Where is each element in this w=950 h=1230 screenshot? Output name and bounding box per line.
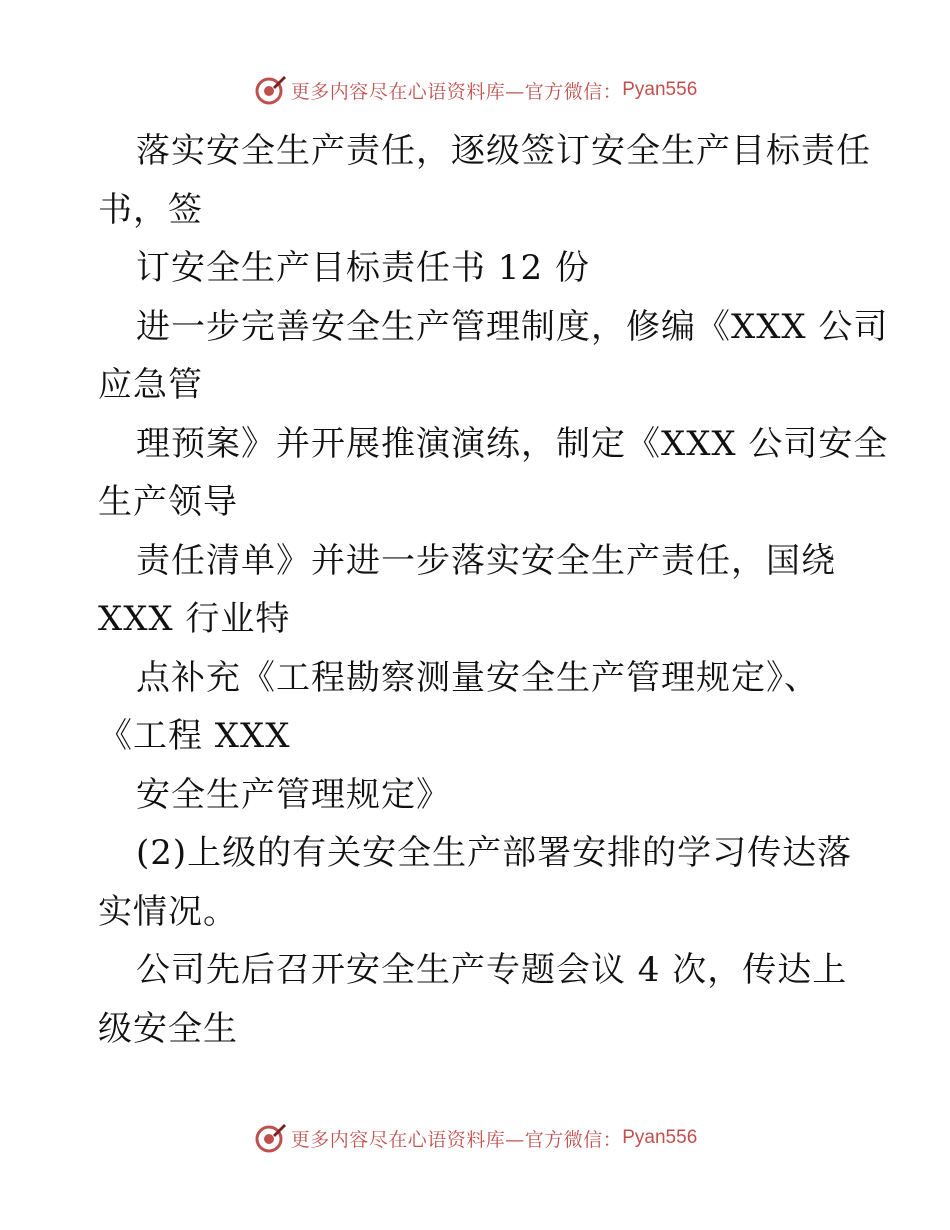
body-line: 进一步完善安全生产管理制度，修编《XXX 公司 <box>136 306 889 347</box>
brush-logo-icon <box>253 73 287 107</box>
body-line: 点补充《工程勘察测量安全生产管理规定》、 <box>136 657 819 698</box>
footer-watermark-banner <box>0 1118 950 1158</box>
body-line: 落实安全生产责任，逐级签订安全生产目标责任 <box>136 131 871 171</box>
body-line: 《工程 XXX <box>98 716 291 756</box>
banner-wechat-id: Pyan556 <box>622 79 698 100</box>
header-watermark-banner <box>0 70 950 110</box>
body-line: 级安全生 <box>98 1008 238 1049</box>
document-body <box>98 122 889 1058</box>
body-line: 书，签 <box>98 189 203 230</box>
body-line: 公司先后召开安全生产专题会议 4 次，传达上 <box>136 950 848 990</box>
body-line: XXX 行业特 <box>98 599 291 639</box>
body-line: 安全生产管理规定》 <box>136 774 451 815</box>
banner-text: 更多内容尽在心语资料库—官方微信： <box>290 1128 623 1151</box>
banner-text: 更多内容尽在心语资料库—官方微信： <box>290 80 623 103</box>
body-line: 理预案》并开展推演演练，制定《XXX 公司安全 <box>136 423 889 464</box>
body-line: 实情况。 <box>98 891 238 932</box>
body-line: 生产领导 <box>98 482 238 522</box>
brush-logo-icon <box>253 1121 287 1155</box>
banner-wechat-id: Pyan556 <box>622 1127 698 1148</box>
body-line: 订安全生产目标责任书 12 份 <box>136 248 590 288</box>
body-line: 责任清单》并进一步落实安全生产责任，国绕 <box>136 540 836 581</box>
body-line: (2)上级的有关安全生产部署安排的学习传达落 <box>136 833 853 873</box>
body-line: 应急管 <box>98 365 203 405</box>
